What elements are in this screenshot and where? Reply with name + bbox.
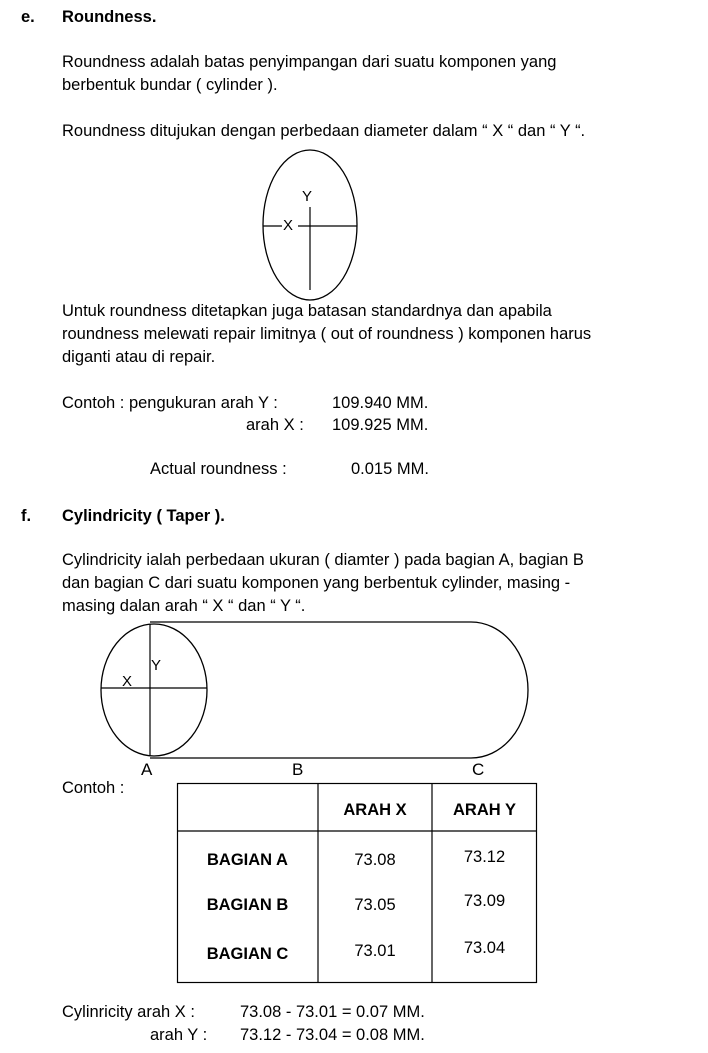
cylinder-label-c: C <box>472 760 485 779</box>
section-f-para1-line3: masing dalan arah “ X “ dan “ Y “. <box>62 597 306 615</box>
section-e-para1-line1: Roundness adalah batas penyimpangan dari suatu komponen yang <box>62 53 557 71</box>
table-header-arah-y: ARAH Y <box>453 801 516 819</box>
table-cell-x: 73.01 <box>354 942 396 960</box>
example-x-label: arah X : <box>246 416 304 434</box>
table-cell-y: 73.12 <box>463 848 506 866</box>
section-f-para1-line1: Cylindricity ialah perbedaan ukuran ( diamter ) pada bagian A, bagian B <box>62 551 584 569</box>
table-cell-y: 73.09 <box>463 892 506 910</box>
example-y-label: Contoh : pengukuran arah Y : <box>62 394 278 412</box>
roundness-label-y: Y <box>302 188 313 205</box>
section-e-para1-line2: berbentuk bundar ( cylinder ). <box>62 76 278 94</box>
example-y-value: 109.940 MM. <box>332 394 429 412</box>
table-row-label: BAGIAN A <box>207 851 288 869</box>
section-f-para1-line2: dan bagian C dari suatu komponen yang berbentuk cylinder, masing - <box>62 574 571 592</box>
table-header-arah-x: ARAH X <box>343 801 407 819</box>
section-f-letter: f. <box>21 507 32 525</box>
example-x-value: 109.925 MM. <box>332 416 429 434</box>
section-e-para3-line2: roundness melewati repair limitnya ( out of roundness ) komponen harus <box>62 325 592 343</box>
actual-roundness-label: Actual roundness : <box>150 460 287 478</box>
table-cell-x: 73.08 <box>354 851 396 869</box>
section-e-para3-line3: diganti atau di repair. <box>62 348 216 366</box>
result-y-value: 73.12 - 73.04 = 0.08 MM. <box>240 1026 425 1044</box>
cylinder-label-y: Y <box>151 657 162 674</box>
section-f-title: Cylindricity ( Taper ). <box>62 507 225 525</box>
table-cell-y: 73.04 <box>463 939 506 957</box>
section-f-example-label: Contoh : <box>62 779 125 797</box>
roundness-label-x: X <box>283 217 294 234</box>
section-e-para3-line1: Untuk roundness ditetapkan juga batasan standardnya dan apabila <box>62 302 552 320</box>
cylinder-label-b: B <box>292 760 304 779</box>
table-cell-x: 73.05 <box>354 896 396 914</box>
section-e-para2: Roundness ditujukan dengan perbedaan diameter dalam “ X “ dan “ Y “. <box>62 122 586 140</box>
result-y-label: arah Y : <box>150 1026 208 1044</box>
cylinder-label-a: A <box>141 760 153 779</box>
section-e-title: Roundness. <box>62 8 157 26</box>
result-x-label: Cylinricity arah X : <box>62 1003 195 1021</box>
cylinder-end-ellipse <box>101 624 207 756</box>
cylinder-label-x: X <box>122 673 133 690</box>
actual-roundness-value: 0.015 MM. <box>351 460 429 478</box>
section-e-letter: e. <box>21 8 35 26</box>
table-row-label: BAGIAN B <box>206 896 289 914</box>
result-x-value: 73.08 - 73.01 = 0.07 MM. <box>240 1003 425 1021</box>
table-row-label: BAGIAN C <box>206 945 289 963</box>
